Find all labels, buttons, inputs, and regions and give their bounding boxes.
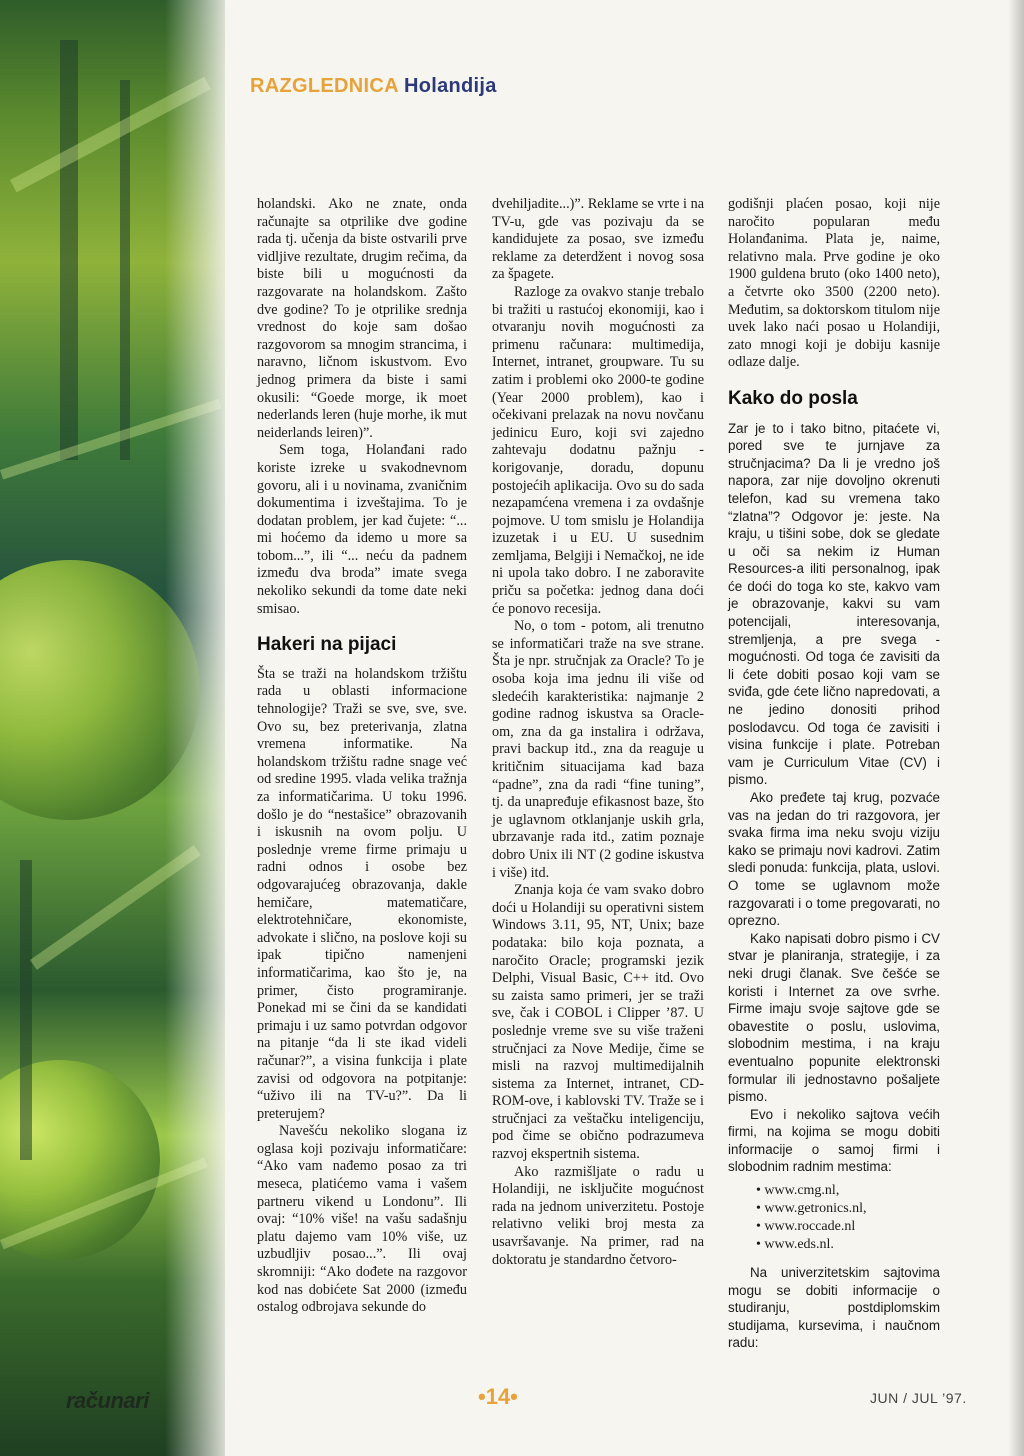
site-list	[728, 1182, 940, 1254]
column-shape	[20, 860, 32, 1160]
site-item: • www.eds.nl.	[756, 1236, 940, 1254]
issue-date: JUN / JUL ’97.	[870, 1390, 967, 1406]
section-label: RAZGLEDNICA	[250, 75, 399, 97]
paragraph: Na univerzitetskim sajtovima mogu se dobiti informacije o studiranju, postdiplomskim studijama, kursevima, i naučnom radu:	[728, 1265, 940, 1351]
text-column-3	[728, 196, 940, 1352]
paragraph: Kako napisati dobro pismo i CV stvar je planiranja, strategije, i za neki drugi članak. Sve češće se koristi i Internet za ove svrhe. Firme imaju svoje sajtove gde se obavestite o poslu, uslovima, slobodnim mestima, i na kraju eventualno popunite elektronski formular ili jednostavno pošaljete pismo.	[728, 930, 940, 1105]
site-item: • www.roccade.nl	[756, 1218, 940, 1236]
paragraph: holandski. Ako ne znate, onda računajte sa otprilike dve godine rada tj. učenja da biste ostvarili prve vidljive rezultate, drugim rečima, da biste bili u mogućnosti da razgovarate na holandskom. Zašto dve godine? To je otprilike srednja vrednost do koje sam došao razgovorom sa mnogim strancima, i naravno, ličnom iskustvom. Evo jednog primera da biste i sami okusili: “Goede morge, ik moet nederlands leren (huje morhe, ik mut neiderlands leiren)”.	[257, 196, 467, 441]
section-header	[250, 75, 497, 98]
text-column-1	[257, 196, 467, 1317]
magazine-logo: računari	[66, 1388, 149, 1413]
paragraph: Razloge za ovakvo stanje trebalo bi tražiti u rastućoj ekonomiji, kao i otvaranju novih mogućnosti za primenu računara: multimedija, Internet, intranet, groupware. Tu su zatim i problemi oko 2000-te godine (Year 2000 problem), kao i očekivani prelazak na novu novčanu jedinicu Euro, koji svi zajedno zahtevaju dodatnu pažnju - korigovanje, doradu, dopunu postojećih aplikacija. Ovo su do sada nezapamćena vremena i za ovdašnje pojmove. U tom smislu je Holandija izuzetak i u EU. U susednim zemljama, Belgiji i Nemačkoj, ne ide ni upola tako dobro. I ne zaboravite priču sa početka: jednog dana doći će ponovo recesija.	[492, 283, 704, 617]
decorative-side-illustration	[0, 0, 225, 1456]
paragraph: No, o tom - potom, ali trenutno se informatičari traže na sve strane. Šta je npr. stručnjak za Oracle? To je osoba koja ima jednu ili više od sledećih karakteristika: najmanje 2 godine radnog iskustva sa Oracle-om, zna da ga instalira i održava, pravi backup itd., zna da reaguje u kritičnim situacijama kad baza “padne”, zna da radi “fine tuning”, tj. da unapređuje efikasnost baze, što je uglavnom otklanjanje uskih grla, ubrzavanje rada itd., zatim poznaje dobro Unix ili NT (2 godine iskustva i više) itd.	[492, 618, 704, 881]
paragraph: godišnji plaćen posao, koji nije naročito popularan među Holanđanima. Plata je, naime, relativno mala. Prve godine je oko 1900 guldena bruto (oko 1400 neto), a četvrte oko 3500 (2200 neto). Međutim, sa doktorskom titulom nije uvek lako naći posao u Holandiji, zato mnogi koji je dobiju kasnije odlaze dalje.	[728, 196, 940, 371]
site-item: • www.getronics.nl,	[756, 1200, 940, 1218]
paragraph: Ako pređete taj krug, pozvaće vas na jedan do tri razgovora, jer svaka firma ima neku svoju viziju kako se primaju novi kadrovi. Zatim sledi ponuda: funkcija, plata, uslovi. O tome se uglavnom može razgovarati i o tome pregovarati, no oprezno.	[728, 790, 940, 929]
paragraph: Sem toga, Holanđani rado koriste izreke u svakodnevnom govoru, ali i u novinama, zvaničnim dokumentima i izveštajima. To je dodatan problem, jer kad čujete: “... mi hoćemo da idemo u more sa tobom...”, ili “... neću da padnem između dva broda” imate svega nekoliko sekundi da tome date neki smisao.	[257, 442, 467, 617]
column-shape	[120, 80, 130, 460]
subheading: Kako do posla	[728, 387, 858, 409]
subheading: Hakeri na pijaci	[257, 634, 397, 656]
section-country: Holandija	[403, 75, 497, 97]
site-item: • www.cmg.nl,	[756, 1182, 940, 1200]
page-number: •14•	[478, 1384, 518, 1409]
column-shape	[60, 40, 78, 460]
illustration-fade	[165, 0, 225, 1456]
paragraph: Šta se traži na holandskom tržištu rada u oblasti informacione tehnologije? Traži se sve, sve, sve. Ovo su, bez preterivanja, zlatna vremena informatike. Na holandskom tržištu radne snage već od sredine 1995. vlada velika tražnja za informatičarima. U toku 1996. došlo je do “nestašice” obrazovanih i iskusnih na ovom polju. U poslednje vreme firme primaju u radni odnos i osobe bez odgovarajućeg obrazovanja, dakle hemičare, matematičare, elektrotehničare, ekonomiste, advokate i slično, na poslove koji su ipak tipično namenjeni informatičarima, kao što je, na primer, čisto programiranje. Ponekad mi se čini da se kandidati primaju i uz samo potvrdan odgovor na pitanje “da li ste ikad videli računar?”, a visina funkcija i plate zavisi od odgovora na potpitanje: “uživo ili na TV-u?”. Da li preterujem?	[257, 665, 467, 1122]
paragraph: Znanja koja će vam svako dobro doći u Holandiji su operativni sistem Windows 3.11, 95, NT, Unix; baze podataka: bilo koja poznata, a naročito Oracle; programski jezik Delphi, Visual Basic, C++ itd. Ovo su zaista samo primeri, jer se traži sve, čak i COBOL i Clipper ’87. U poslednje vreme sve su više traženi stručnjaci za Nove Medije, čime se misli na razvoj multimedijalnih sistema za Internet, intranet, CD-ROM-ove, i kablovski TV. Traže se i stručnjaci za veštačku inteligenciju, pod čime se obično podrazumeva razvoj ekspertnih sistema.	[492, 882, 704, 1163]
paragraph: Evo i nekoliko sajtova većih firmi, na kojima se mogu dobiti informacije o samoj firmi i slobodnim radnim mestima:	[728, 1106, 940, 1175]
paragraph: Zar je to i tako bitno, pitaćete vi, pored sve te jurnjave za stručnjacima? Da li je vredno još napora, zar nije dovoljno okrenuti telefon, kad su vremena tako “zlatna”? Odgovor je: jeste. Na kraju, u tišini sobe, dok se gledate u oči sa nekim iz Human Resources-a iliti personalnog, ipak će doći do toga ko ste, kakvo vam je obrazovanje, kakvi su vam potencijali, interesovanja, stremljenja, a pre svega - mogućnosti. Od toga će zavisiti da li ćete dobiti posao koji vam se sviđa, gde ćete lično napredovati, a ne jedino donositi prihod poslodavcu. Od toga će zavisiti i visina funkcije i plate. Potreban vam je Curriculum Vitae (CV) i pismo.	[728, 420, 940, 788]
paragraph: Navešću nekoliko slogana iz oglasa koji pozivaju informatičare: “Ako vam nađemo posao za tri meseca, platićemo vama i vašem partneru vikend u Londonu”. Ili ovaj: “10% više! na vašu sadašnju platu dajemo vam 10% više, uz uzbudljiv posao...”. Ili ovaj skromniji: “Ako dođete na razgovor kod nas dobićete Sat 2000 (između ostalog odbrojava sekunde do	[257, 1123, 467, 1316]
text-column-2	[492, 196, 704, 1269]
paragraph: dvehiljadite...)”. Reklame se vrte i na TV-u, gde vas pozivaju da se kandidujete za posao, sve između reklame za deterdžent i novog sosa za špagete.	[492, 196, 704, 283]
paragraph: Ako razmišljate o radu u Holandiji, ne isključite mogućnost rada na jednom univerzitetu. Postoje relativno veliki broj mesta za usavršavanje. Na primer, rad na doktoratu je standardno četvoro-	[492, 1163, 704, 1268]
page-edge-shadow	[1008, 0, 1024, 1456]
